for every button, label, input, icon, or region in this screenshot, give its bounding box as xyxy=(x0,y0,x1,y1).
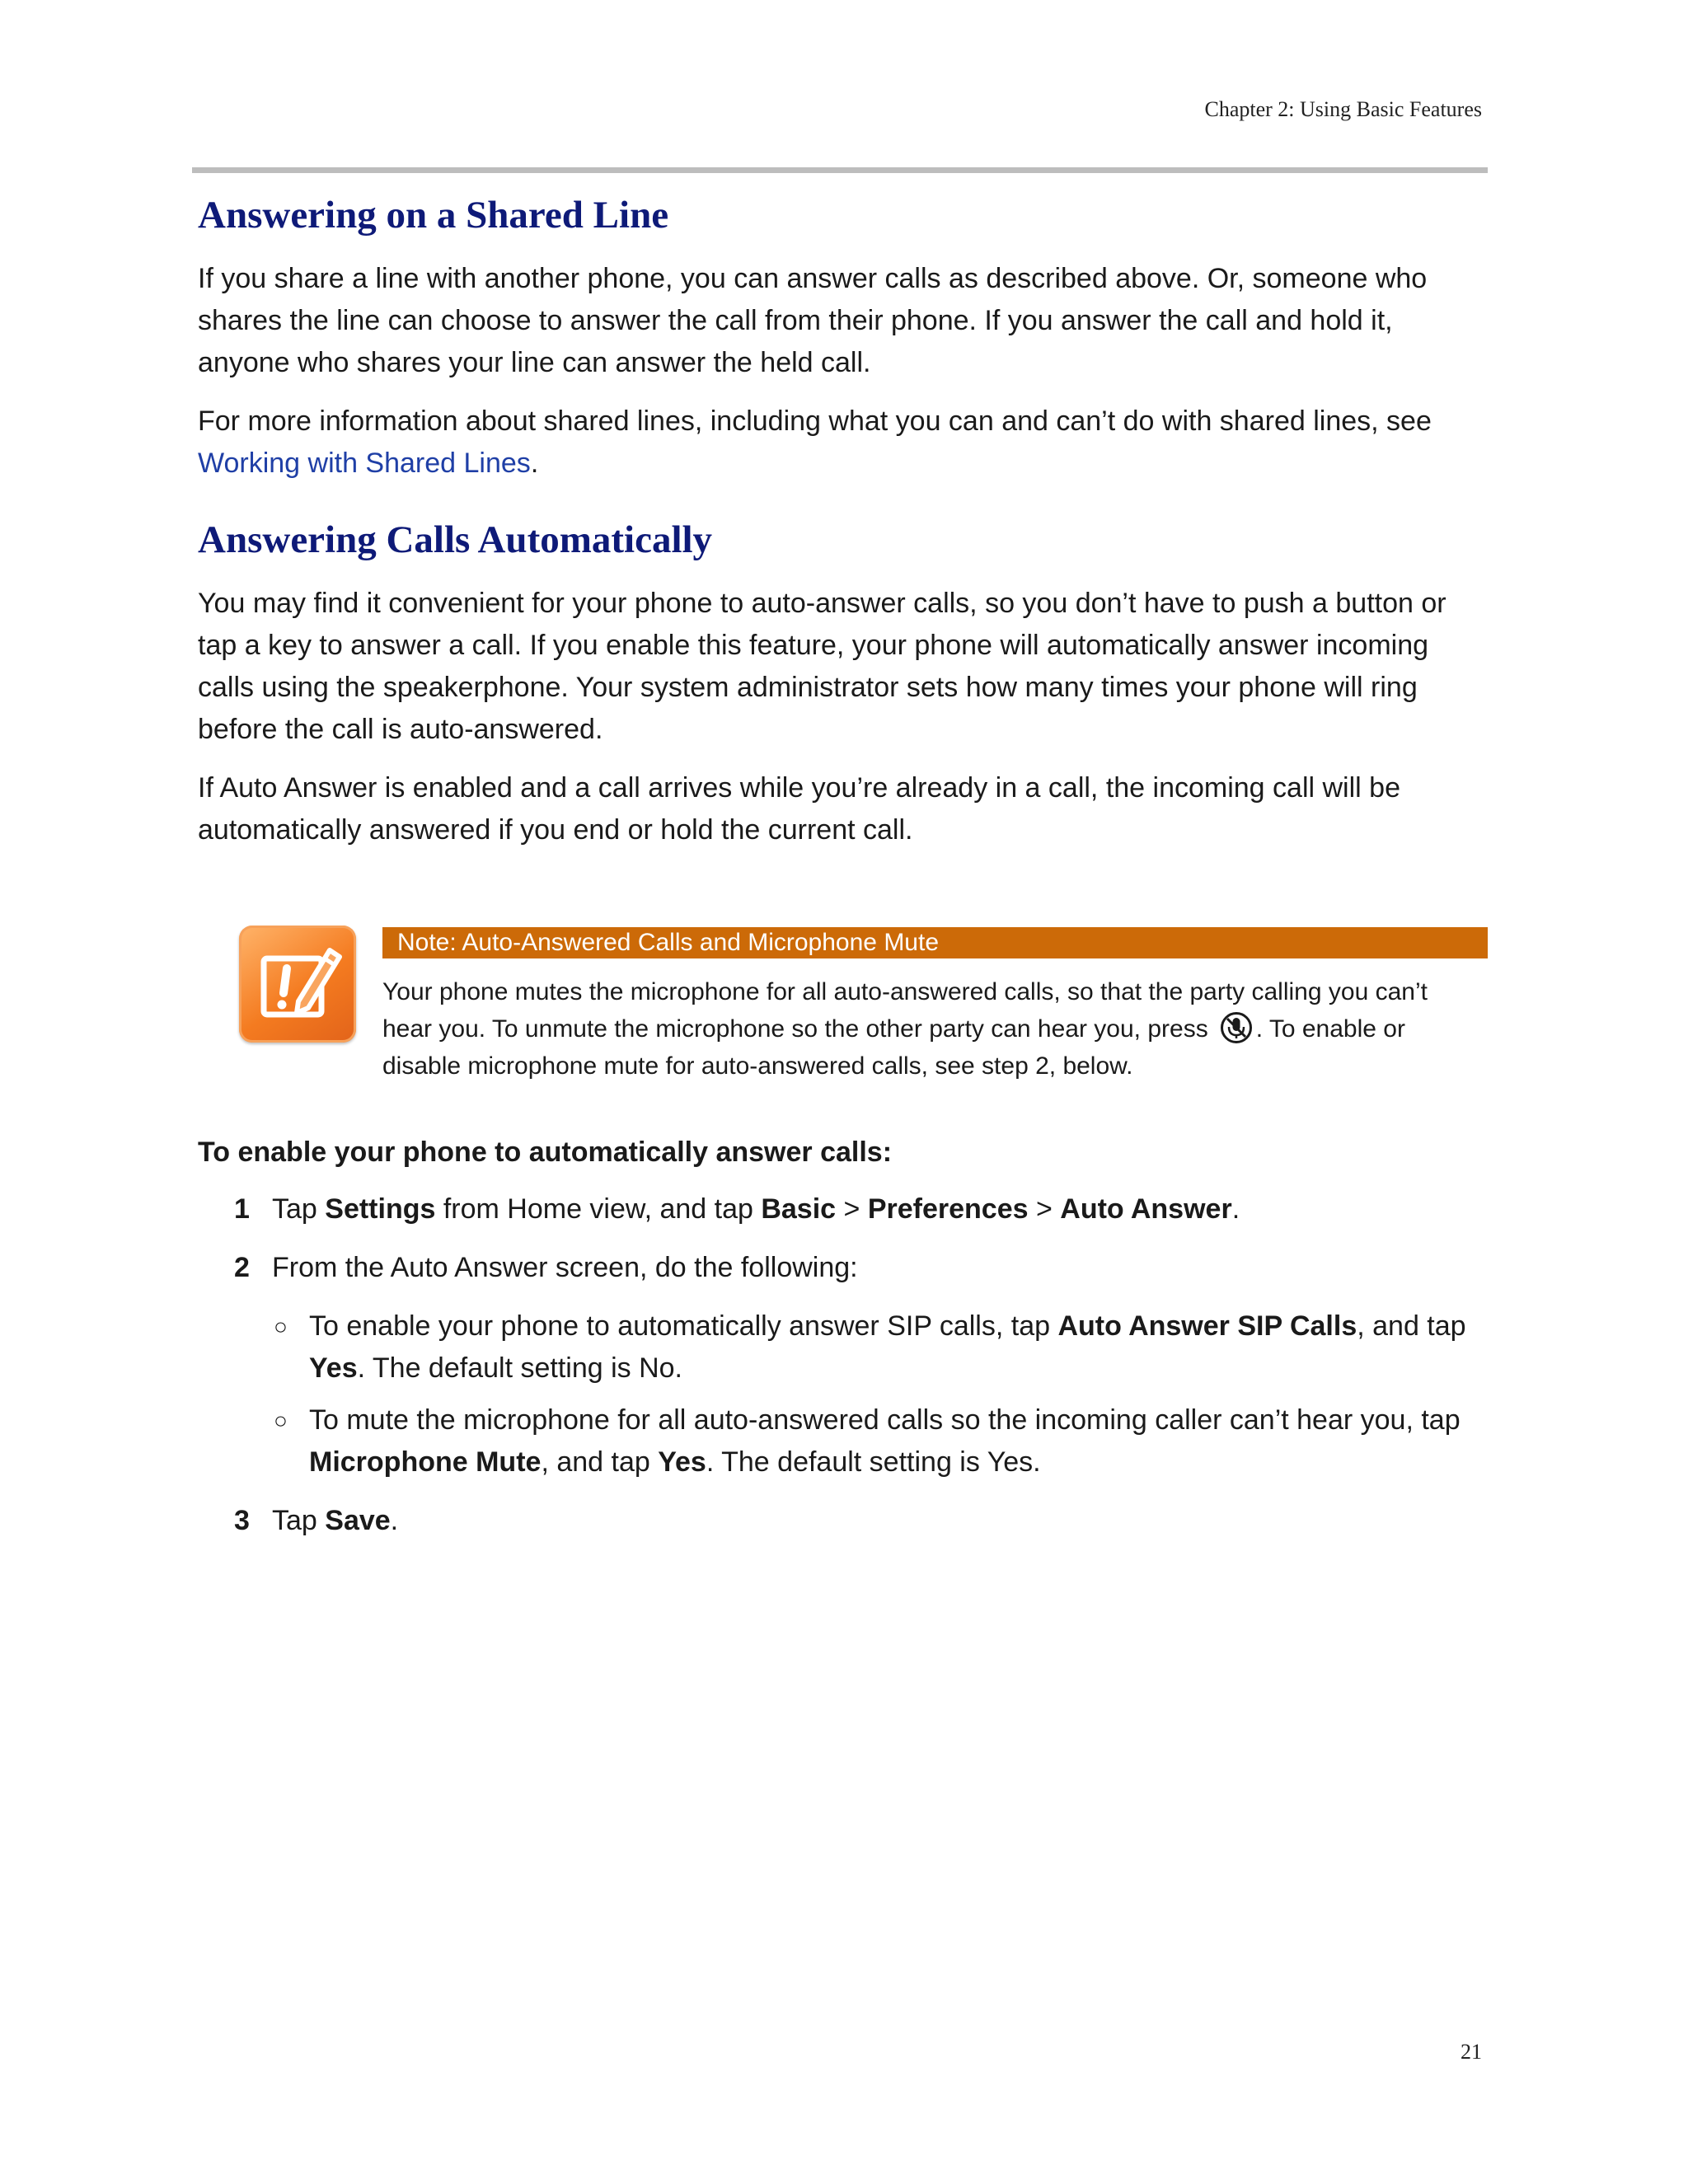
step-keyword: Auto Answer xyxy=(1060,1193,1232,1225)
step-text: . xyxy=(390,1504,399,1536)
note-title: Note: Auto-Answered Calls and Microphone Mute xyxy=(382,927,1488,958)
step-number: 2 xyxy=(234,1251,250,1283)
step-keyword: Save xyxy=(325,1504,391,1536)
step-text: Tap xyxy=(272,1504,326,1536)
procedure-title: To enable your phone to automatically answer calls: xyxy=(198,1136,893,1168)
substep-keyword: Yes xyxy=(658,1446,706,1478)
substep-text: To enable your phone to automatically answer SIP calls, tap xyxy=(309,1310,1058,1342)
procedure-step-1 xyxy=(198,1188,1488,1230)
substep-text: To mute the microphone for all auto-answered calls so the incoming caller can’t hear you, tap xyxy=(309,1404,1461,1436)
substep-text: , and tap xyxy=(1357,1310,1466,1342)
substep-keyword: Microphone Mute xyxy=(309,1446,542,1478)
note-body-text: Your phone mutes the microphone for all auto-answered calls, so that the party calling you can’t hear you. To unmute the microphone so the other party can hear you, press xyxy=(382,977,1428,1043)
shared-line-paragraph-2-end: . xyxy=(530,447,539,479)
procedure-substep-1 xyxy=(198,1305,1488,1390)
step-text: > xyxy=(1028,1193,1061,1225)
shared-line-paragraph-2 xyxy=(198,401,1488,485)
working-with-shared-lines-link[interactable]: Working with Shared Lines xyxy=(198,447,531,479)
note-body xyxy=(382,973,1479,1085)
shared-line-paragraph-2-text: For more information about shared lines, including what you can and can’t do with shared lines, see xyxy=(198,405,1432,437)
auto-answer-paragraph-2: If Auto Answer is enabled and a call arrives while you’re already in a call, the incoming call will be automatically answered if you end or hold the current call. xyxy=(198,771,1400,846)
page-number: 21 xyxy=(1461,2040,1482,2064)
microphone-mute-icon xyxy=(1220,1011,1253,1044)
step-text: from Home view, and tap xyxy=(435,1193,762,1225)
bullet-circle: ○ xyxy=(274,1407,288,1433)
running-header: Chapter 2: Using Basic Features xyxy=(1204,97,1482,121)
section-title-auto-answer: Answering Calls Automatically xyxy=(198,518,713,561)
substep-text: . The default setting is No. xyxy=(357,1352,682,1384)
step-text: > xyxy=(836,1193,868,1225)
procedure-step-2 xyxy=(198,1247,1488,1289)
page-content xyxy=(198,191,1488,1558)
auto-answer-paragraph-1: You may find it convenient for your phone to auto-answer calls, so you don’t have to push a button or tap a key to answer a call. If you enable this feature, your phone will automatically answer incoming calls using the speakerphone. Your system administrator sets how many times your phone will ring before the call is auto-answered. xyxy=(198,587,1447,745)
step-text: . xyxy=(1231,1193,1240,1225)
step-number: 1 xyxy=(234,1193,250,1225)
step-keyword: Settings xyxy=(325,1193,436,1225)
step-text: Tap xyxy=(272,1193,326,1225)
note-box xyxy=(198,926,1488,1090)
substep-keyword: Auto Answer SIP Calls xyxy=(1057,1310,1357,1342)
header-rule xyxy=(192,167,1488,173)
note-pencil-icon xyxy=(239,926,356,1043)
shared-line-paragraph-1: If you share a line with another phone, you can answer calls as described above. Or, someone who shares the line can choose to answer the call from their phone. If you answer the call and hold it, anyone who shares your line can answer the held call. xyxy=(198,262,1428,378)
procedure-substep-2 xyxy=(198,1399,1488,1483)
step-number: 3 xyxy=(234,1504,250,1536)
substep-text: , and tap xyxy=(541,1446,659,1478)
step-keyword: Basic xyxy=(761,1193,837,1225)
step-keyword: Preferences xyxy=(867,1193,1029,1225)
bullet-circle: ○ xyxy=(274,1313,288,1339)
step-text: From the Auto Answer screen, do the following: xyxy=(272,1251,858,1283)
substep-keyword: Yes xyxy=(309,1352,358,1384)
procedure-step-3 xyxy=(198,1500,1488,1542)
section-title-shared-line: Answering on a Shared Line xyxy=(198,194,669,237)
note-body-text-end: . To enable or disable microphone mute for auto-answered calls, see step 2, below. xyxy=(382,1015,1405,1080)
substep-text: . The default setting is Yes. xyxy=(706,1446,1041,1478)
